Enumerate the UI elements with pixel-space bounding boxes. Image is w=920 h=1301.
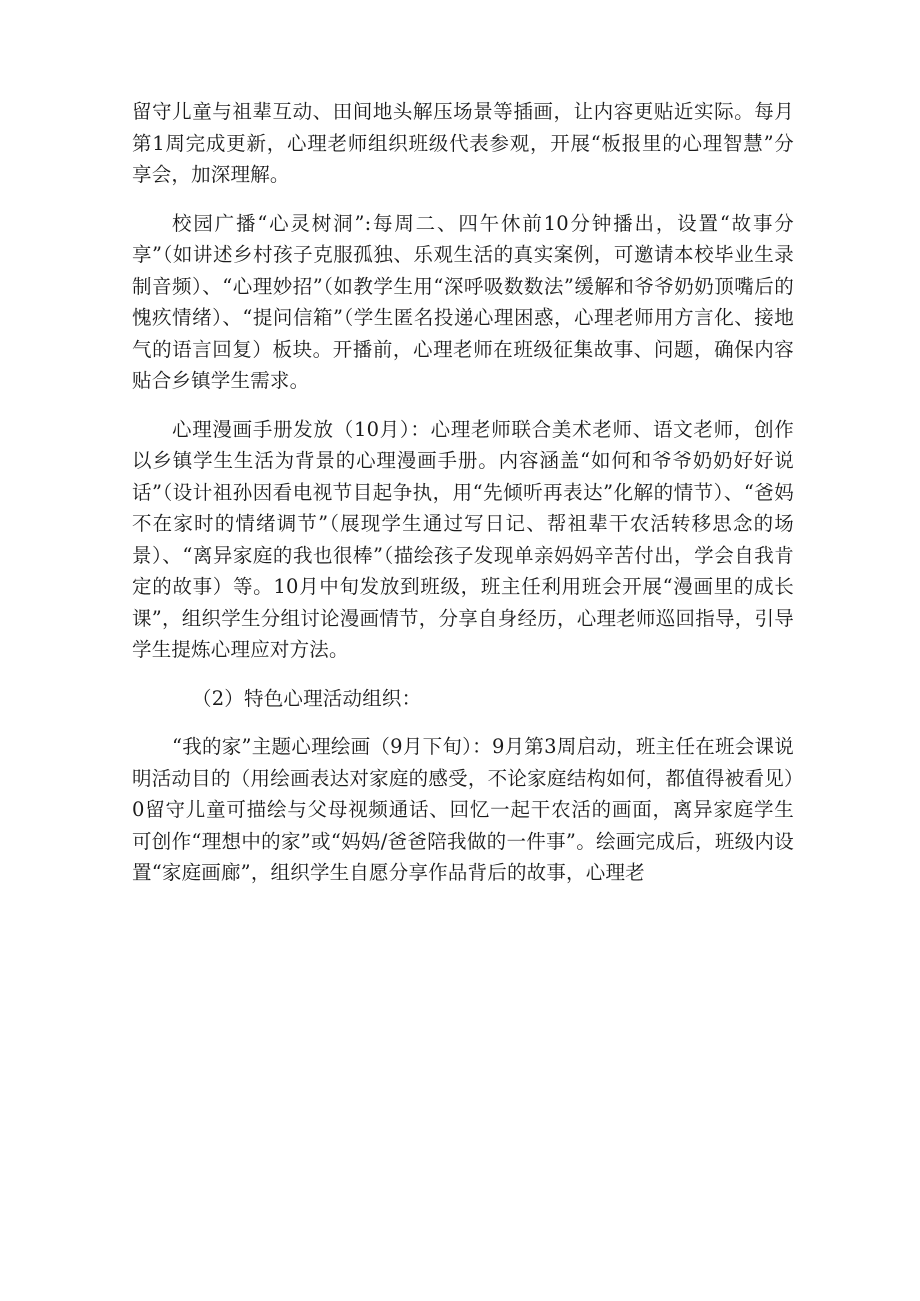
document-body xyxy=(132,96,794,889)
paragraph-campus-board-continued: 留守儿童与祖辈互动、田间地头解压场景等插画，让内容更贴近实际。每月第1周完成更新，心理老师组织班级代表参观，开展“板报里的心理智慧”分享会，加深理解。 xyxy=(132,100,794,186)
paragraph-comic-handbook: 心理漫画手册发放（10月）：心理老师联合美术老师、语文老师，创作以乡镇学生生活为背景的心理漫画手册。内容涵盖“如何和爷爷奶奶好好说话”（设计祖孙因看电视节目起争执，用“先倾听再表达”化解的情节）、“爸妈不在家时的情绪调节”（展现学生通过写日记、帮祖辈干农活转移思念的场景）、“离异家庭的我也很棒”（描绘孩子发现单亲妈妈辛苦付出，学会自我肯定的故事）等。10月中旬发放到班级，班主任利用班会开展“漫画里的成长课”，组织学生分组讨论漫画情节，分享自身经历，心理老师巡回指导，引导学生提炼心理应对方法。 xyxy=(132,417,794,661)
paragraph-campus-radio: 校园广播“心灵树洞”:每周二、四午休前10分钟播出，设置“故事分享”（如讲述乡村孩子克服孤独、乐观生活的真实案例，可邀请本校毕业生录制音频）、“心理妙招”（如教学生用“深呼吸数数法”缓解和爷爷奶奶顶嘴后的愧疚情绪）、“提问信箱”（学生匿名投递心理困惑，心理老师用方言化、接地气的语言回复）板块。开播前，心理老师在班级征集故事、问题，确保内容贴合乡镇学生需求。 xyxy=(132,211,794,392)
paragraph-my-home-drawing: “我的家”主题心理绘画（9月下旬）：9月第3周启动，班主任在班会课说明活动目的（用绘画表达对家庭的感受，不论家庭结构如何，都值得被看见）0留守儿童可描绘与父母视频通话、回忆一起干农活的画面，离异家庭学生可创作“理想中的家”或“妈妈/爸爸陪我做的一件事”。绘画完成后，班级内设置“家庭画廊”，组织学生自愿分享作品背后的故事，心理老 xyxy=(132,735,794,884)
section-heading-special-activities: （2）特色心理活动组织： xyxy=(192,686,422,710)
